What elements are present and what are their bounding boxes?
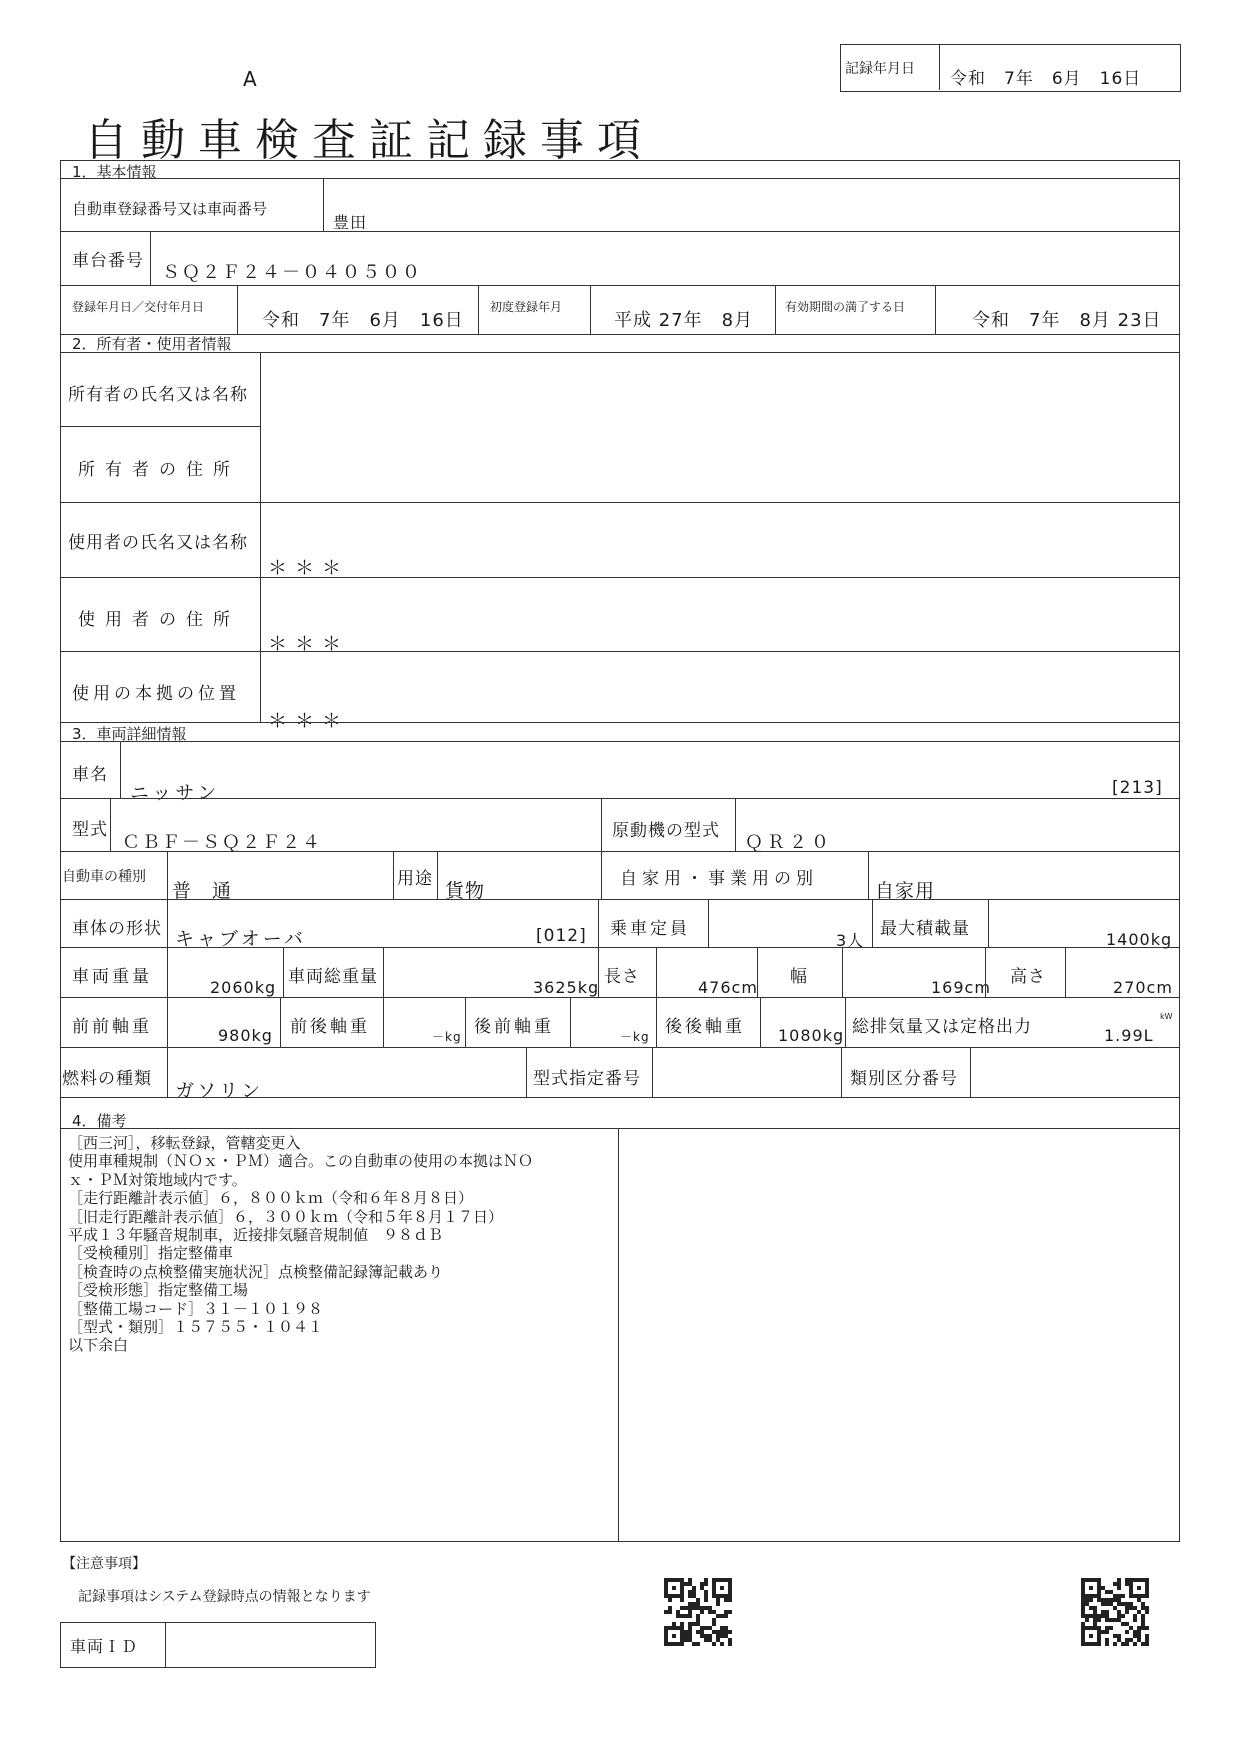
fuel-value: ガソリン [175, 1080, 264, 1102]
model-label: 型式 [72, 820, 108, 840]
qr-module [1145, 1594, 1149, 1598]
model-value: ＣＢＦ－ＳＱ２Ｆ２４ [122, 832, 322, 853]
qr-module [1133, 1642, 1137, 1646]
section2-title: 2．所有者・使用者情報 [72, 335, 232, 353]
reg-date-label: 登録年月日／交付年月日 [72, 300, 205, 314]
notes-title: 【注意事項】 [62, 1556, 146, 1572]
private-value: 自家用 [875, 880, 936, 902]
remarks-list [68, 1134, 533, 1355]
capacity-label: 乗車定員 [610, 919, 690, 939]
remarks-line: ［走行距離計表示値］６，８００ｋｍ（令和６年８月８日） [68, 1189, 474, 1208]
qr-module [712, 1642, 716, 1646]
qr-module [1097, 1618, 1101, 1622]
displacement-value: 1.99L [1104, 1026, 1154, 1045]
qr-module [728, 1630, 732, 1634]
chassis-label: 車台番号 [72, 251, 144, 271]
displacement-unit: kW [1160, 1012, 1173, 1021]
qr-module [668, 1610, 672, 1614]
use-label: 用途 [397, 869, 433, 889]
chassis-value: ＳＱ２Ｆ２４－０４０５００ [162, 262, 422, 283]
form-mark: A [243, 67, 257, 91]
qr-module [712, 1622, 716, 1626]
remarks-line: ［受検形態］指定整備工場 [68, 1281, 249, 1300]
ff-axle-label: 前前軸重 [72, 1017, 152, 1037]
user-address-value: ＊＊＊ [268, 633, 350, 655]
notes-text: 記録事項はシステム登録時点の情報となります [78, 1589, 371, 1605]
rf-axle-label: 後前軸重 [474, 1017, 554, 1037]
qr-module [704, 1598, 708, 1602]
car-name-value: ニッサン [130, 782, 221, 804]
remarks-line: ［西三河］，移転登録，管轄変更入 [68, 1134, 301, 1152]
fr-axle-label: 前後軸重 [290, 1017, 370, 1037]
section3-title: 3．車両詳細情報 [72, 725, 187, 743]
qr-module [1117, 1586, 1121, 1590]
page-title: 自動車検査証記録事項 [84, 115, 654, 166]
use-value: 貨物 [445, 880, 486, 902]
qr-module [680, 1598, 684, 1602]
remarks-line: 使用車種規制（ＮＯｘ・ＰＭ）適合。この自動車の使用の本拠はＮＯ [68, 1152, 534, 1171]
qr-module [1133, 1618, 1137, 1622]
private-label: 自家用・事業用の別 [620, 869, 818, 889]
remarks-line: 平成１３年騒音規制車，近接排気騒音規制値 ９８ｄＢ [68, 1226, 444, 1245]
weight-value: 2060kg [210, 978, 277, 997]
qr-module [724, 1614, 728, 1618]
type-number-label: 型式指定番号 [533, 1069, 641, 1089]
class-number-label: 類別区分番号 [850, 1069, 958, 1089]
section4-title: 4．備考 [72, 1112, 127, 1130]
qr-module [704, 1582, 708, 1586]
user-address-label: 使用者の住所 [78, 610, 240, 630]
body-code: [012] [536, 926, 587, 946]
qr-module [728, 1610, 732, 1614]
max-load-label: 最大積載量 [880, 919, 970, 939]
max-load-value: 1400kg [1106, 930, 1173, 949]
width-label: 幅 [790, 967, 808, 987]
gross-value: 3625kg [533, 978, 600, 997]
remarks-line: ［整備工場コード］３１－１０１９８ [68, 1299, 324, 1318]
user-name-value: ＊＊＊ [268, 557, 350, 579]
qr-module [1089, 1586, 1093, 1590]
remarks-line: ［旧走行距離計表示値］６，３００ｋｍ（令和５年８月１７日） [68, 1207, 504, 1226]
qr-module [1089, 1634, 1093, 1638]
qr-module [728, 1642, 732, 1646]
section1-title: 1．基本情報 [72, 163, 157, 181]
engine-label: 原動機の型式 [612, 821, 720, 841]
remarks-line: 以下余白 [68, 1336, 129, 1355]
ff-axle-value: 980kg [218, 1026, 273, 1045]
rr-axle-value: 1080kg [778, 1026, 845, 1045]
qr-module [1145, 1626, 1149, 1630]
remarks-line: ｘ・ＰＭ対策地域内です。 [68, 1170, 247, 1189]
car-name-label: 車名 [72, 765, 108, 785]
qr-module [1145, 1642, 1149, 1646]
weight-label: 車両重量 [72, 967, 152, 987]
first-reg-label: 初度登録年月 [490, 300, 563, 314]
qr-module [688, 1614, 692, 1618]
qr-module [720, 1586, 724, 1590]
qr-module [672, 1634, 676, 1638]
kind-value: 普 通 [172, 880, 233, 902]
qr-module [1105, 1642, 1109, 1646]
length-value: 476cm [698, 978, 758, 997]
owner-address-label: 所有者の住所 [78, 460, 240, 480]
qr-module [716, 1602, 720, 1606]
owner-name-label: 所有者の氏名又は名称 [68, 385, 248, 405]
width-value: 169cm [931, 978, 991, 997]
qr-module [1121, 1594, 1125, 1598]
length-label: 長さ [604, 967, 640, 987]
qr-module [1109, 1626, 1113, 1630]
first-reg-value: 平成 27年 8月 [614, 310, 754, 331]
qr-module [1113, 1642, 1117, 1646]
qr-module [1105, 1630, 1109, 1634]
remarks-line: ［型式・類別］１５７５５・１０４１ [68, 1318, 324, 1337]
reg-number-label: 自動車登録番号又は車両番号 [72, 200, 268, 218]
qr-module [696, 1642, 700, 1646]
reg-number-value: 豊田 [333, 213, 368, 232]
fr-axle-value: －kg [432, 1030, 462, 1044]
vehicle-id-label: 車両ＩＤ [70, 1637, 139, 1656]
qr-module [672, 1586, 676, 1590]
base-value: ＊＊＊ [268, 710, 350, 732]
fuel-label: 燃料の種類 [62, 1069, 152, 1089]
qr-module [1137, 1586, 1141, 1590]
rf-axle-value: －kg [620, 1030, 650, 1044]
qr-module [700, 1610, 704, 1614]
qr-module [668, 1598, 672, 1602]
qr-module [1125, 1630, 1129, 1634]
qr-module [1145, 1610, 1149, 1614]
expiry-value: 令和 7年 8月 23日 [972, 310, 1162, 331]
body-label: 車体の形状 [72, 919, 162, 939]
height-value: 270cm [1113, 978, 1173, 997]
record-date-label: 記録年月日 [845, 61, 915, 77]
remarks-line: ［検査時の点検整備実施状況］点検整備記録簿記載あり [68, 1262, 444, 1281]
kind-label: 自動車の種別 [62, 869, 146, 885]
qr-module [1121, 1614, 1125, 1618]
record-date-value: 令和 7年 6月 16日 [950, 69, 1142, 89]
qr-module [720, 1642, 724, 1646]
qr-module [1125, 1642, 1129, 1646]
car-name-code: [213] [1112, 778, 1163, 798]
qr-module [680, 1642, 684, 1646]
base-label: 使用の本拠の位置 [72, 684, 240, 704]
expiry-label: 有効期間の満了する日 [785, 300, 906, 314]
qr-code-1 [664, 1576, 732, 1648]
engine-value: ＱＲ２０ [745, 832, 833, 853]
gross-label: 車両総重量 [288, 967, 378, 987]
user-name-label: 使用者の氏名又は名称 [68, 533, 248, 553]
body-value: キャブオーバ [175, 928, 306, 950]
qr-code-2 [1081, 1576, 1149, 1648]
qr-module [1089, 1598, 1093, 1602]
qr-module [1097, 1642, 1101, 1646]
remarks-line: ［受検種別］指定整備車 [68, 1244, 234, 1263]
capacity-value: 3人 [836, 931, 865, 950]
height-label: 高さ [1010, 967, 1046, 987]
qr-module [1085, 1618, 1089, 1622]
rr-axle-label: 後後軸重 [665, 1017, 745, 1037]
qr-module [1125, 1610, 1129, 1614]
qr-module [728, 1598, 732, 1602]
reg-date-value: 令和 7年 6月 16日 [262, 310, 464, 331]
displacement-label: 総排気量又は定格出力 [852, 1017, 1032, 1037]
